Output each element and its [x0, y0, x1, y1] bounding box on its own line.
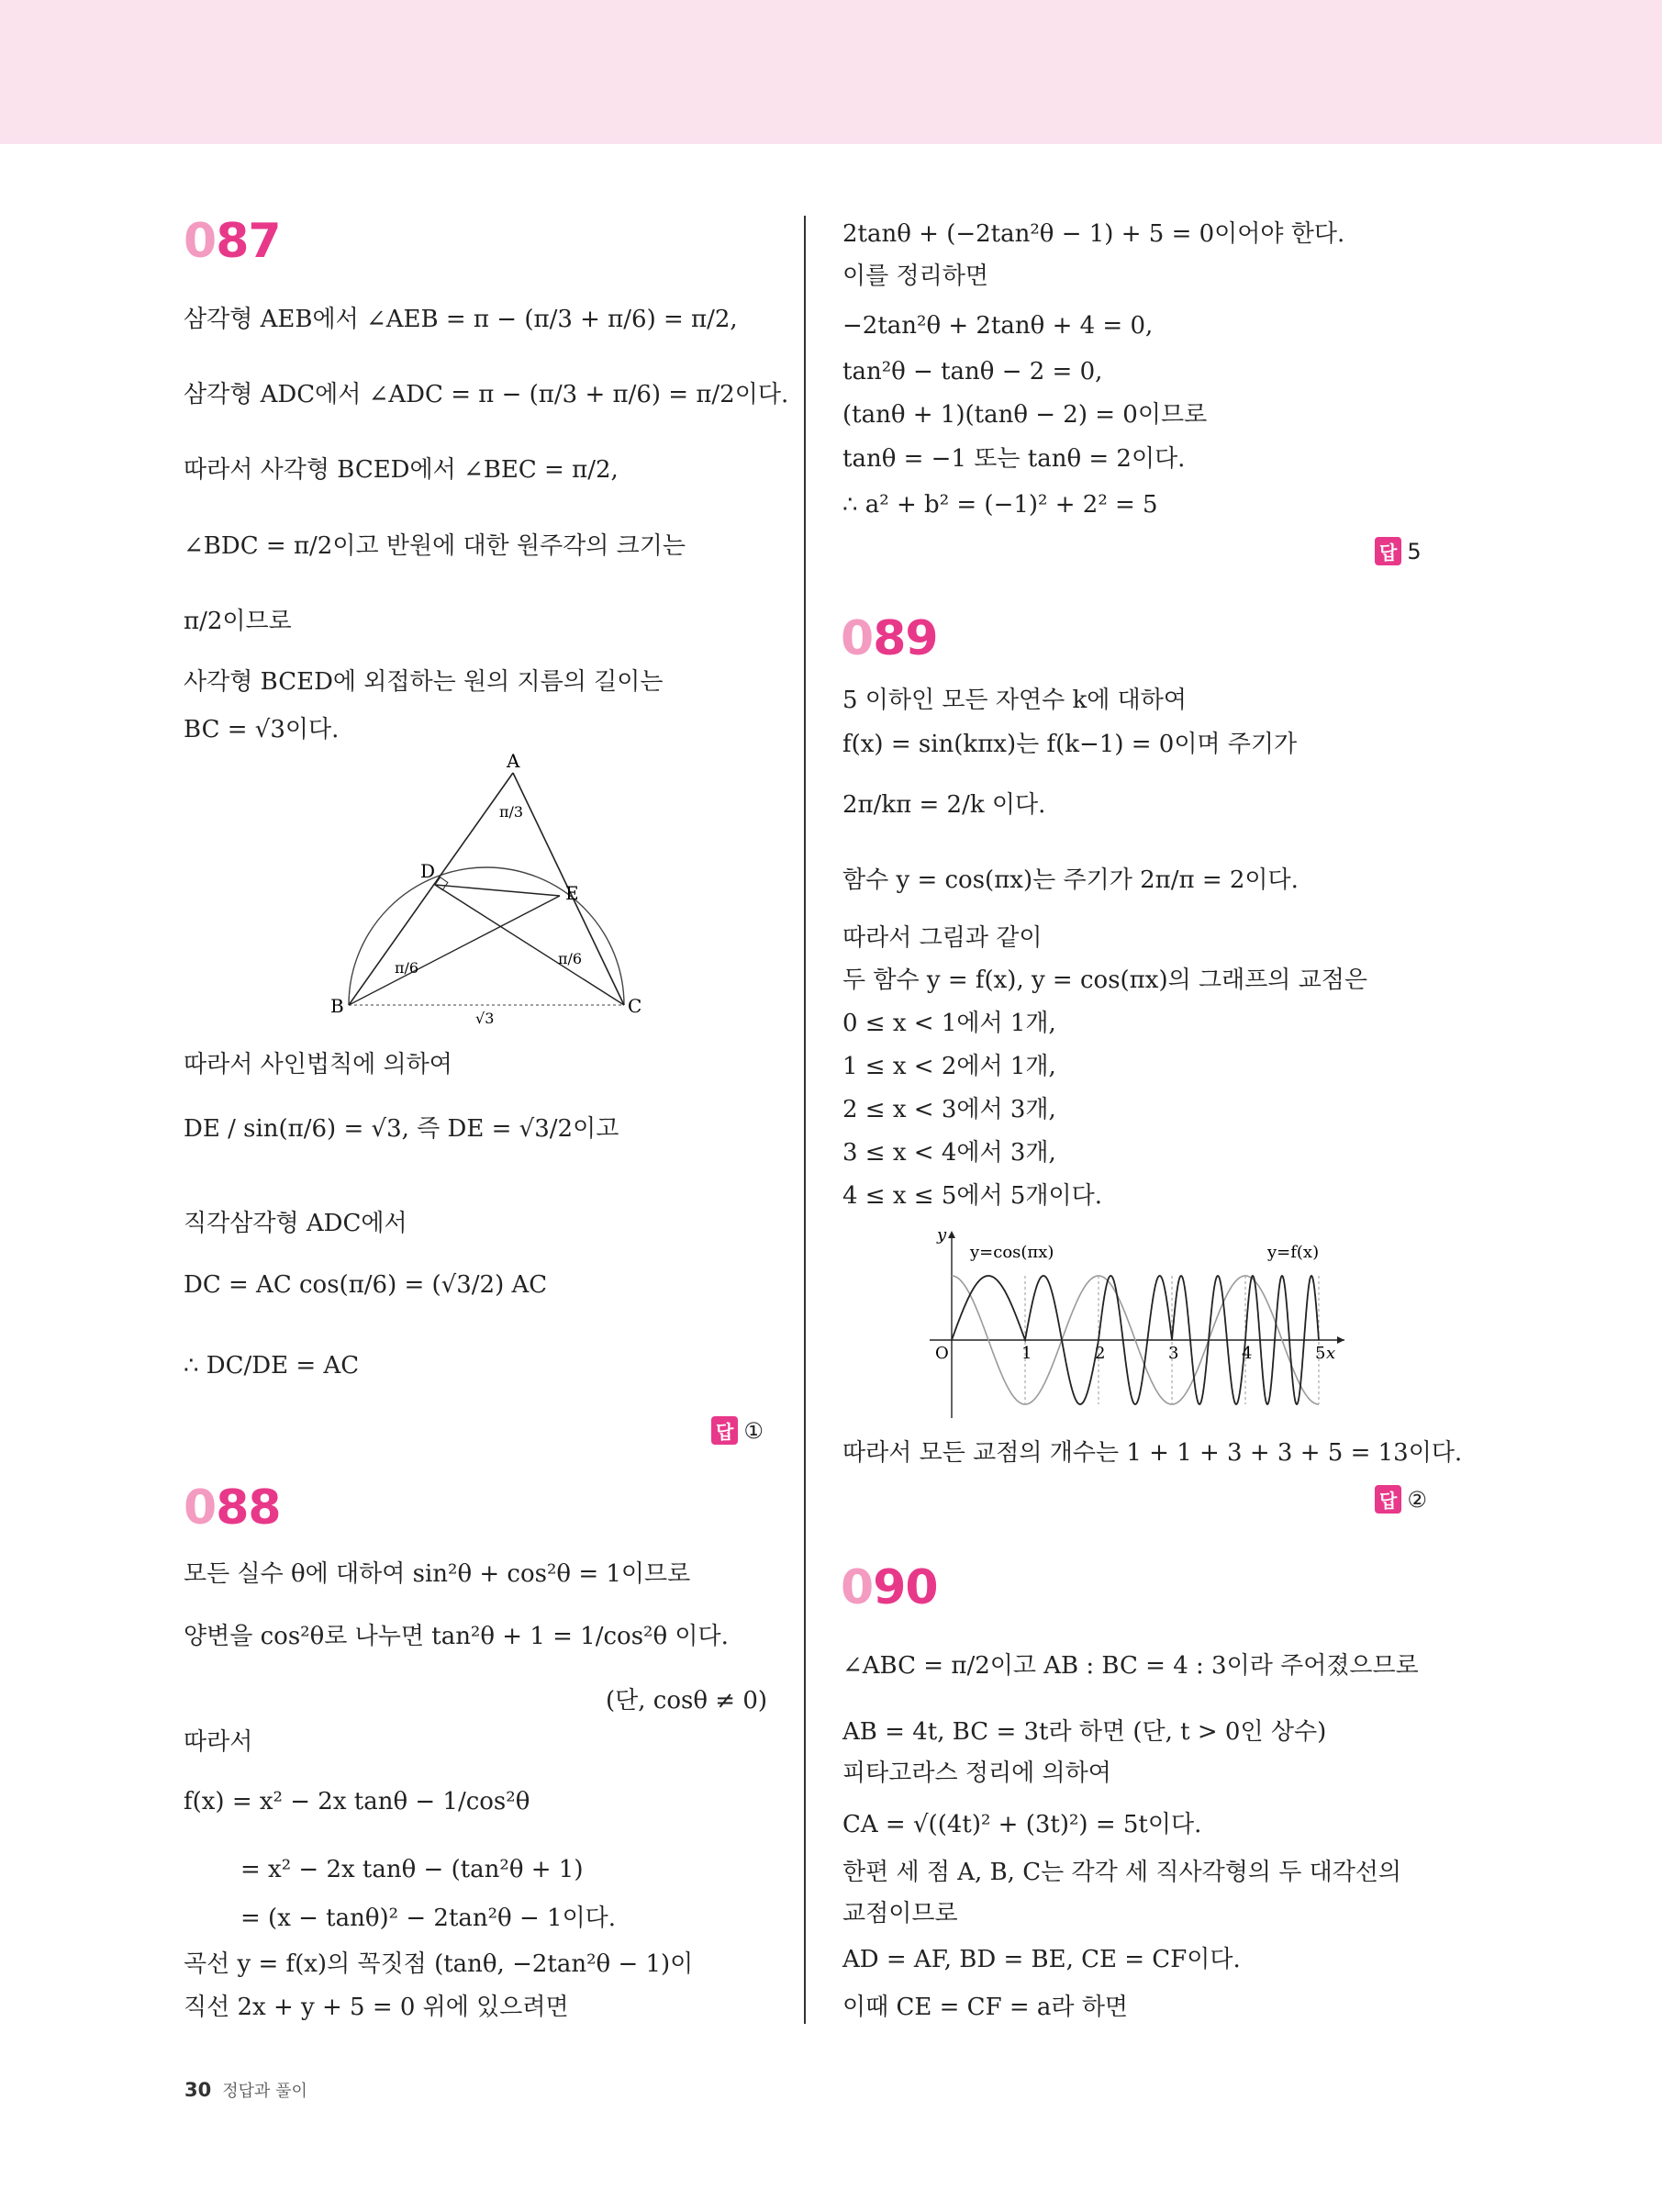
section-number-090-text: 090: [841, 1560, 938, 1615]
s088-line-11: 이를 정리하면: [842, 263, 988, 290]
s088-line-2: 양변을 cos²θ로 나누면 tan²θ + 1 = 1/cos²θ 이다.: [184, 1623, 729, 1650]
answer-value: ①: [743, 1418, 764, 1444]
s088-line-1: 모든 실수 θ에 대하여 sin²θ + cos²θ = 1이므로: [184, 1560, 691, 1588]
s090-line-4: CA = √((4t)² + (3t)²) = 5t이다.: [842, 1811, 1202, 1838]
s090-line-1: ∠ABC = π/2이고 AB : BC = 4 : 3이라 주어졌으므로: [842, 1652, 1419, 1680]
section-number-089: [841, 611, 938, 666]
s087-line-4: ∠BDC = π/2이고 반원에 대한 원주각의 크기는: [184, 532, 686, 560]
s088-line-13: tan²θ − tanθ − 2 = 0,: [842, 358, 1103, 385]
s087-line-7: BC = √3이다.: [184, 716, 340, 743]
vertex-d-label: D: [420, 860, 436, 882]
s088-line-10: 2tanθ + (−2tan²θ − 1) + 5 = 0이어야 한다.: [842, 220, 1345, 248]
s090-line-8: 이때 CE = CF = a라 하면: [842, 1994, 1129, 2021]
s090-line-2: AB = 4t, BC = 3t라 하면 (단, t > 0인 상수): [842, 1718, 1327, 1746]
s089-line-10: 3 ≤ x < 4에서 3개,: [842, 1139, 1056, 1167]
column-divider: [804, 216, 806, 2024]
function-graph: [922, 1225, 1354, 1431]
footer-title: 정답과 풀이: [222, 2082, 307, 2101]
s087-line-10: 직각삼각형 ADC에서: [184, 1210, 407, 1237]
answer-badge: 답: [711, 1416, 738, 1445]
answer-badge: 답: [1375, 1485, 1401, 1514]
s087-line-8: 따라서 사인법칙에 의하여: [184, 1051, 452, 1078]
s088-line-7: = (x − tanθ)² − 2tan²θ − 1이다.: [240, 1905, 617, 1932]
vertex-e-label: E: [565, 882, 579, 904]
section-number-087: [184, 214, 281, 269]
s088-line-15: tanθ = −1 또는 tanθ = 2이다.: [842, 445, 1186, 473]
vertex-a-label: A: [507, 753, 520, 772]
s087-line-3: 따라서 사각형 BCED에서 ∠BEC = π/2,: [184, 456, 619, 484]
s087-line-6: 사각형 BCED에 외접하는 원의 지름의 길이는: [184, 668, 664, 696]
angle-a-label: π/3: [499, 803, 524, 821]
s089-line-2: f(x) = sin(kπx)는 f(k−1) = 0이며 주기가: [842, 731, 1298, 758]
cos-curve-label: y=cos(πx): [970, 1243, 1054, 1262]
s088-line-3: (단, cosθ ≠ 0): [606, 1687, 767, 1715]
x-tick-label: 1: [1021, 1344, 1032, 1363]
answer-value: ②: [1407, 1487, 1427, 1513]
section-number-089-text: 089: [841, 611, 938, 666]
s090-line-6: 교점이므로: [842, 1900, 958, 1927]
s088-line-5: f(x) = x² − 2x tanθ − 1/cos²θ: [184, 1788, 530, 1815]
s088-line-14: (tanθ + 1)(tanθ − 2) = 0이므로: [842, 401, 1208, 429]
base-length-label: √3: [475, 1010, 495, 1027]
header-band: [0, 0, 1662, 144]
s089-line-1: 5 이하인 모든 자연수 k에 대하여: [842, 687, 1188, 714]
x-tick-label: 3: [1168, 1344, 1179, 1363]
answer-badge: 답: [1375, 537, 1401, 565]
x-tick-label: 5: [1315, 1344, 1326, 1363]
vertex-b-label: B: [330, 995, 344, 1017]
s088-line-12: −2tan²θ + 2tanθ + 4 = 0,: [842, 312, 1154, 340]
f-curve-label: y=f(x): [1267, 1243, 1320, 1262]
triangle-figure: [303, 753, 642, 1032]
s087-line-9: DE / sin(π/6) = √3, 즉 DE = √3/2이고: [184, 1115, 619, 1143]
s090-line-3: 피타고라스 정리에 의하여: [842, 1760, 1111, 1787]
s089-line-8: 1 ≤ x < 2에서 1개,: [842, 1053, 1056, 1080]
s090-line-5: 한편 세 점 A, B, C는 각각 세 직사각형의 두 대각선의: [842, 1859, 1402, 1886]
y-axis-label: y: [937, 1225, 947, 1245]
s089-answer: [1375, 1485, 1427, 1514]
section-number-090: [841, 1560, 938, 1615]
s088-line-8: 곡선 y = f(x)의 꼭짓점 (tanθ, −2tan²θ − 1)이: [184, 1950, 694, 1978]
s088-line-9: 직선 2x + y + 5 = 0 위에 있으려면: [184, 1994, 569, 2021]
vertex-c-label: C: [628, 995, 642, 1017]
s089-line-7: 0 ≤ x < 1에서 1개,: [842, 1010, 1056, 1037]
x-tick-label: 2: [1095, 1344, 1106, 1363]
angle-b-label: π/6: [395, 959, 419, 977]
section-number-088: [184, 1480, 281, 1536]
x-tick-label: 4: [1242, 1344, 1253, 1363]
page-footer: [184, 2078, 307, 2102]
s087-line-11: DC = AC cos(π/6) = (√3/2) AC: [184, 1271, 548, 1299]
s088-answer: [1375, 537, 1422, 565]
s087-line-12: ∴ DC/DE = AC: [184, 1352, 360, 1380]
s087-line-5: π/2이므로: [184, 608, 292, 635]
answer-value: 5: [1407, 539, 1422, 564]
s088-line-16: ∴ a² + b² = (−1)² + 2² = 5: [842, 491, 1158, 519]
s087-line-2: 삼각형 ADC에서 ∠ADC = π − (π/3 + π/6) = π/2이다.: [184, 381, 789, 408]
s089-line-3: 2π/kπ = 2/k 이다.: [842, 791, 1046, 819]
s089-line-12: 따라서 모든 교점의 개수는 1 + 1 + 3 + 3 + 5 = 13이다.: [842, 1439, 1463, 1467]
page-number: 30: [184, 2079, 212, 2101]
section-number-087-text: 087: [184, 214, 281, 269]
s089-line-6: 두 함수 y = f(x), y = cos(πx)의 그래프의 교점은: [842, 966, 1368, 994]
s090-line-7: AD = AF, BD = BE, CE = CF이다.: [842, 1946, 1241, 1973]
s088-line-6: = x² − 2x tanθ − (tan²θ + 1): [240, 1856, 584, 1883]
s089-line-11: 4 ≤ x ≤ 5에서 5개이다.: [842, 1182, 1103, 1210]
s089-line-4: 함수 y = cos(πx)는 주기가 2π/π = 2이다.: [842, 866, 1299, 894]
s088-line-4: 따라서: [184, 1728, 253, 1756]
origin-label: O: [935, 1344, 949, 1363]
angle-c-label: π/6: [558, 950, 583, 967]
section-number-088-text: 088: [184, 1480, 281, 1536]
s087-answer: [711, 1416, 764, 1445]
s089-line-5: 따라서 그림과 같이: [842, 924, 1043, 952]
s089-line-9: 2 ≤ x < 3에서 3개,: [842, 1096, 1056, 1123]
x-axis-label: x: [1326, 1344, 1336, 1363]
s087-line-1: 삼각형 AEB에서 ∠AEB = π − (π/3 + π/6) = π/2,: [184, 306, 738, 333]
